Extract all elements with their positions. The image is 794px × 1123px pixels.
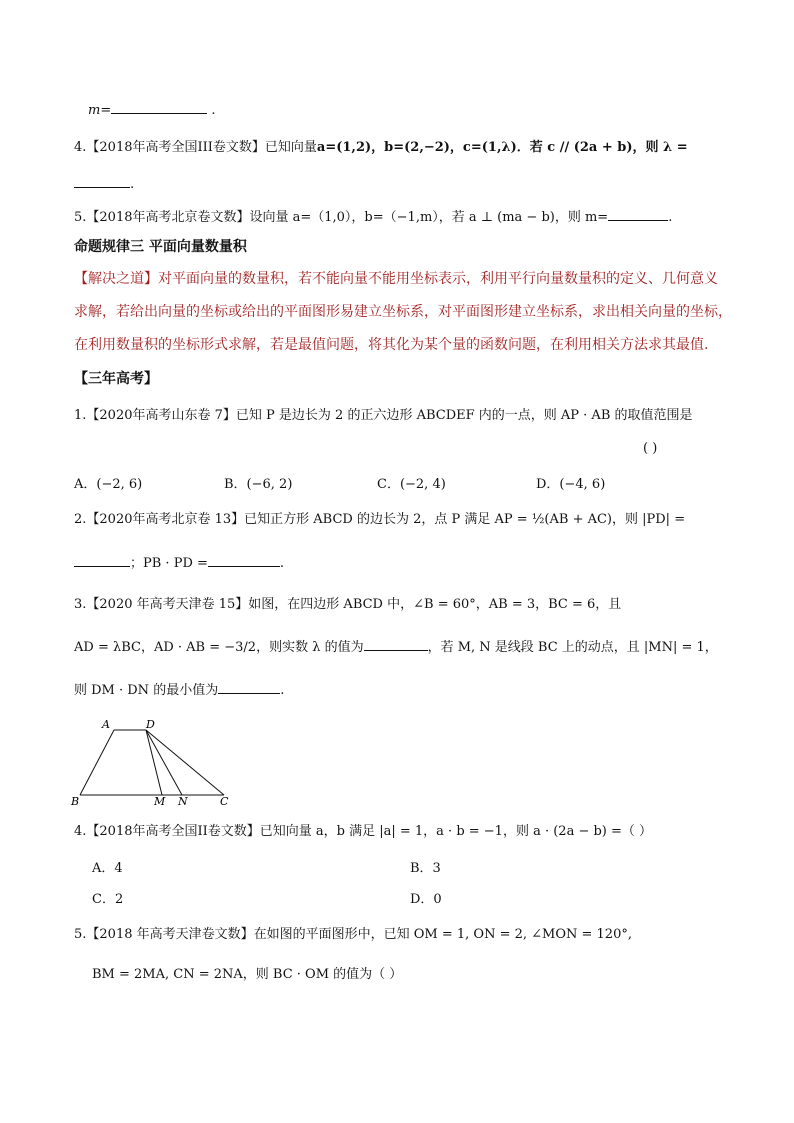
edge-ab (80, 730, 114, 795)
q4-body: a=(1,2)，b=(2,−2)，c=(1,λ)．若 c // (2a + b)，则 λ = (316, 140, 688, 155)
period: . (668, 210, 673, 225)
p3-part-d: 则 DM · DN 的最小值为 (74, 683, 219, 698)
label-m: M (154, 795, 166, 808)
segment-dn (146, 730, 182, 795)
answer-blank (111, 101, 207, 114)
m-answer-line: m= . (88, 103, 216, 118)
trapezoid-figure (66, 716, 242, 808)
label-a: A (102, 718, 110, 731)
problem-5-line-1: 5.【2018 年高考天津卷文数】在如图的平面图形中，已知 OM = 1, ON = 2, ∠MON = 120°, (74, 927, 632, 942)
period: . (279, 556, 285, 571)
option-c: C．(−2, 4) (377, 477, 446, 492)
label-n: N (178, 795, 188, 808)
answer-blank (74, 554, 130, 567)
question-4-answer (74, 175, 134, 194)
option-a: A．(−2, 6) (74, 477, 143, 492)
option-c: C．2 (92, 892, 124, 907)
section-heading: 命题规律三 平面向量数量积 (74, 239, 247, 255)
option-b: B．(−6, 2) (224, 477, 293, 492)
solution-paragraph-line-2: 求解，若给出向量的坐标或给出的平面图形易建立坐标系，对平面图形建立坐标系，求出相关向量的坐标， (74, 304, 732, 320)
answer-blank (208, 554, 280, 567)
question-4-vector (74, 139, 688, 157)
label-b: B (71, 795, 80, 808)
q5-body: 5.【2018年高考北京卷文数】设向量 a=（1,0），b=（−1,m），若 a ⊥ (ma − b)，则 m= (74, 210, 609, 225)
answer-blank (74, 175, 130, 188)
option-b: B．3 (410, 861, 441, 876)
p2-second: ；PB · PD = (130, 556, 208, 571)
period: . (280, 683, 285, 698)
problem-4: 4.【2018年高考全国II卷文数】已知向量 a，b 满足 |a| = 1，a · b = −1，则 a · (2a − b) =（ ） (74, 824, 653, 839)
problem-3-line-3 (74, 681, 284, 700)
problem-3-line-1: 3.【2020 年高考天津卷 15】如图，在四边形 ABCD 中，∠B = 60°，AB = 3，BC = 6，且 (74, 597, 622, 612)
question-5-vector (74, 208, 672, 227)
option-d: D．0 (410, 892, 442, 907)
p3-part-b: AD = λBC，AD · AB = −3/2，则实数 λ 的值为 (74, 640, 364, 655)
segment-dm (146, 730, 162, 795)
problem-2-line-2 (74, 554, 284, 573)
problem-2-line-1: 2.【2020年高考北京卷 13】已知正方形 ABCD 的边长为 2，点 P 满足 AP = ½(AB + AC)，则 |PD| = (74, 512, 686, 527)
q4-prefix: 4.【2018年高考全国III卷文数】已知向量 (74, 140, 317, 155)
period: . (130, 177, 135, 192)
problem-1-paren: ( ) (643, 441, 658, 456)
problem-1: 1.【2020年高考山东卷 7】已知 P 是边长为 2 的正六边形 ABCDEF 内的一点，则 AP · AB 的取值范围是 (74, 408, 693, 423)
m-label: m= (88, 103, 112, 118)
solution-paragraph-line-3: 在利用数量积的坐标形式求解，若是最值问题，将其化为某个量的函数问题，在利用相关方法求其最值. (74, 337, 709, 353)
problem-3-line-2 (74, 638, 718, 657)
option-a: A．4 (92, 861, 123, 876)
solution-paragraph-line-1: 【解决之道】对平面向量的数量积，若不能向量不能用坐标表示，利用平行向量数量积的定义、几何意义 (74, 271, 718, 287)
answer-blank (608, 208, 668, 221)
label-c: C (220, 795, 229, 808)
p3-part-c: ，若 M, N 是线段 BC 上的动点，且 |MN| = 1， (427, 640, 718, 655)
answer-blank (364, 638, 428, 651)
label-d: D (146, 718, 155, 731)
three-years-heading: 【三年高考】 (74, 371, 158, 387)
problem-5-line-2: BM = 2MA, CN = 2NA，则 BC · OM 的值为（ ） (92, 967, 403, 982)
answer-blank (218, 681, 280, 694)
option-d: D．(−4, 6) (536, 477, 606, 492)
edge-dc (146, 730, 224, 795)
